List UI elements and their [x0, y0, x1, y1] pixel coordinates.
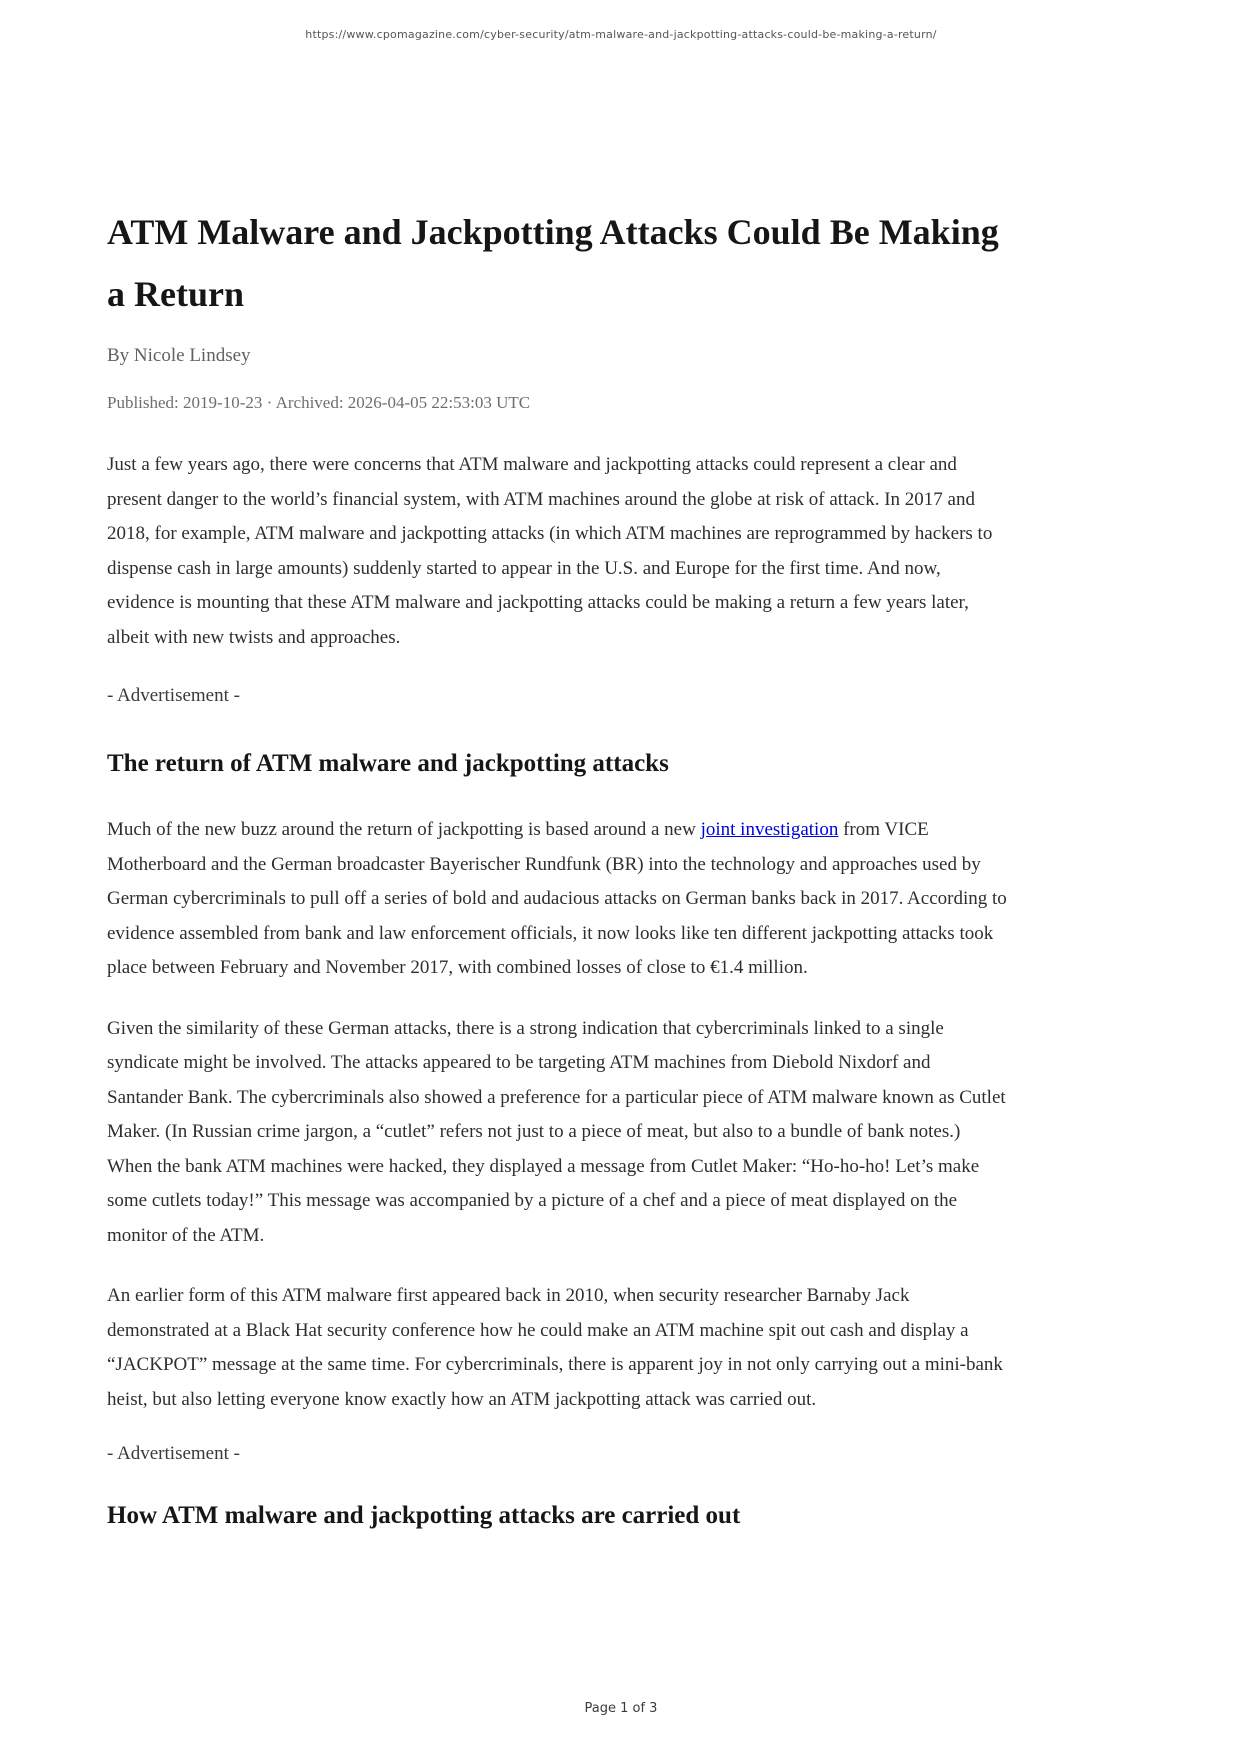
paragraph-german-attacks: Given the similarity of these German attacks, there is a strong indication that cybercriminals linked to a single syndicate might be involved. The attacks appeared to be targeting ATM machines from Diebold Nixdorf and Santander Bank. The cybercriminals also showed a preference for a particular piece of ATM malware known as Cutlet Maker. (In Russian crime jargon, a “cutlet” refers not just to a piece of meat, but also to a bundle of bank notes.) When the bank ATM machines were hacked, they displayed a message from Cutlet Maker: “Ho-ho-ho! Let’s make some cutlets today!” This message was accompanied by a picture of a chef and a piece of meat displayed on the monitor of the ATM. [107, 1017, 1006, 1246]
paragraph-text: from VICE Motherboard and the German broadcaster Bayerischer Rundfunk (BR) into the technology and approaches used by German cybercriminals to pull off a series of bold and audacious attacks on German banks back in 2017. According to evidence assembled from bank and law enforcement officials, it now looks like ten different jackpotting attacks took place between February and November 2017, with combined losses of close to €1.4 million. [107, 819, 1007, 978]
advertisement-label: - Advertisement - [107, 1443, 240, 1464]
article-title: ATM Malware and Jackpotting Attacks Could Be Making a Return [107, 212, 999, 314]
paragraph-investigation [107, 813, 1007, 986]
joint-investigation-link[interactable]: joint investigation [700, 819, 839, 840]
source-url: https://www.cpomagazine.com/cyber-security/atm-malware-and-jackpotting-attacks-could-be-making-a-return/ [305, 28, 937, 41]
article-content [107, 201, 1007, 1531]
article-byline: By Nicole Lindsey [107, 345, 251, 366]
paragraph-text: Much of the new buzz around the return of jackpotting is based around a new [107, 819, 701, 840]
advertisement-label: - Advertisement - [107, 685, 240, 706]
paragraph-intro: Just a few years ago, there were concerns that ATM malware and jackpotting attacks could represent a clear and present danger to the world’s financial system, with ATM machines around the globe at risk of attack. In 2017 and 2018, for example, ATM malware and jackpotting attacks (in which ATM machines are reprogrammed by hackers to dispense cash in large amounts) suddenly started to appear in the U.S. and Europe for the first time. And now, evidence is mounting that these ATM malware and jackpotting attacks could be making a return a few years later, albeit with new twists and approaches. [107, 454, 993, 648]
page-footer [0, 1701, 1242, 1716]
section-heading-return: The return of ATM malware and jackpotting attacks [107, 750, 669, 777]
page-indicator: Page 1 of 3 [584, 1701, 658, 1716]
article-meta: Published: 2019-10-23 · Archived: 2026-04-05 22:53:03 UTC [107, 393, 531, 412]
page-header [0, 0, 1242, 41]
section-heading-how: How ATM malware and jackpotting attacks are carried out [107, 1502, 741, 1529]
paragraph-earlier-form: An earlier form of this ATM malware first appeared back in 2010, when security researcher Barnaby Jack demonstrated at a Black Hat security conference how he could make an ATM machine spit out cash and display a “JACKPOT” message at the same time. For cybercriminals, there is apparent joy in not only carrying out a mini-bank heist, but also letting everyone know exactly how an ATM jackpotting attack was carried out. [107, 1285, 1003, 1410]
